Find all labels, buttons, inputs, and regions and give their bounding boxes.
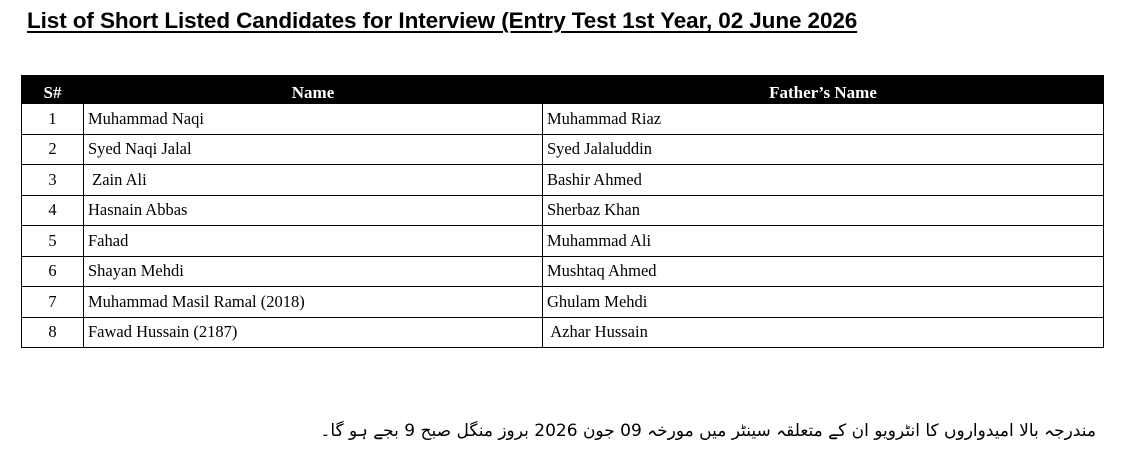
table-row — [22, 287, 1104, 318]
father-name-cell: Ghulam Mehdi — [543, 287, 1104, 318]
candidate-name-cell: Muhammad Masil Ramal (2018) — [84, 287, 543, 318]
table-row — [22, 195, 1104, 226]
father-name-cell: Syed Jalaluddin — [543, 134, 1104, 165]
serial-number-cell: 5 — [22, 226, 84, 257]
table-row — [22, 226, 1104, 257]
table-header-row — [22, 76, 1104, 104]
table-row — [22, 104, 1104, 135]
serial-number-cell: 8 — [22, 317, 84, 348]
header-name: Name — [84, 76, 543, 104]
candidate-name-cell: Fahad — [84, 226, 543, 257]
table-row — [22, 134, 1104, 165]
candidate-name-cell: Zain Ali — [84, 165, 543, 196]
father-name-cell: Bashir Ahmed — [543, 165, 1104, 196]
father-name-cell: Muhammad Riaz — [543, 104, 1104, 135]
candidate-name-cell: Syed Naqi Jalal — [84, 134, 543, 165]
header-father-name: Father’s Name — [543, 76, 1104, 104]
father-name-cell: Mushtaq Ahmed — [543, 256, 1104, 287]
document-title: List of Short Listed Candidates for Interview (Entry Test 1st Year, 02 June 2026 — [27, 8, 858, 33]
serial-number-cell: 2 — [22, 134, 84, 165]
candidate-name-cell: Fawad Hussain (2187) — [84, 317, 543, 348]
father-name-cell: Sherbaz Khan — [543, 195, 1104, 226]
serial-number-cell: 6 — [22, 256, 84, 287]
serial-number-cell: 3 — [22, 165, 84, 196]
serial-number-cell: 1 — [22, 104, 84, 135]
candidate-name-cell: Hasnain Abbas — [84, 195, 543, 226]
table-row — [22, 256, 1104, 287]
father-name-cell: Azhar Hussain — [543, 317, 1104, 348]
father-name-cell: Muhammad Ali — [543, 226, 1104, 257]
serial-number-cell: 4 — [22, 195, 84, 226]
table-row — [22, 165, 1104, 196]
candidate-name-cell: Muhammad Naqi — [84, 104, 543, 135]
candidate-name-cell: Shayan Mehdi — [84, 256, 543, 287]
interview-schedule-note: مندرجہ بالا امیدواروں کا انٹرویو ان کے متعلقہ سینٹر میں مورخہ 09 جون 2026 بروز منگل صبح 9 بجے ہو گا۔ — [320, 421, 1096, 441]
header-serial-number: S# — [22, 76, 84, 104]
serial-number-cell: 7 — [22, 287, 84, 318]
candidates-table — [21, 75, 1104, 348]
table-row — [22, 317, 1104, 348]
